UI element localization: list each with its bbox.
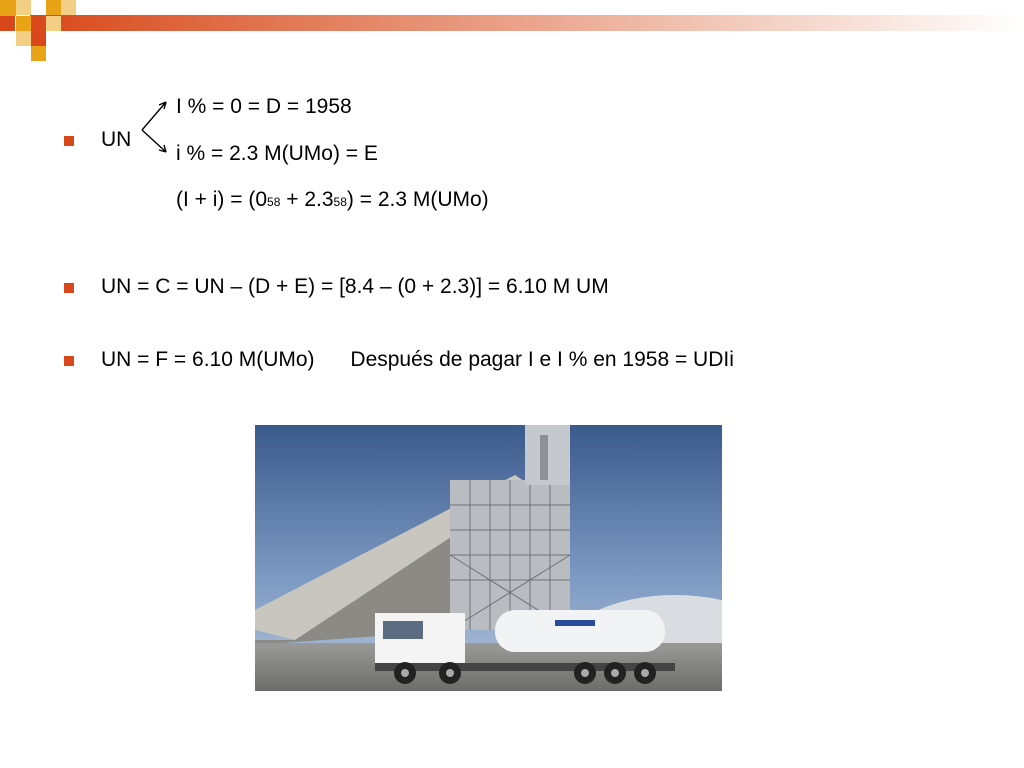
sum-sub1: 58 <box>267 195 281 209</box>
result-part2: Después de pagar I e I % en 1958 = UDIi <box>350 348 734 371</box>
rate-line: i % = 2.3 M(UMo) = E <box>176 142 378 165</box>
calc-line: UN = C = UN – (D + E) = [8.4 – (0 + 2.3)] = 6.10 M UM <box>101 275 609 298</box>
header-decoration <box>0 0 1024 62</box>
sum-suffix: ) = 2.3 M(UMo) <box>346 188 489 211</box>
result-line <box>101 347 734 373</box>
bullet-marker <box>64 283 74 293</box>
cement-plant-photo <box>255 425 722 691</box>
interest-line: I % = 0 = D = 1958 <box>176 95 352 118</box>
photo-illustration <box>255 425 722 691</box>
branch-arrows-icon <box>138 98 178 160</box>
sum-prefix: (I + i) = (0 <box>176 188 268 211</box>
bullet-marker <box>64 136 74 146</box>
sum-line <box>176 187 489 215</box>
sum-sub2: 58 <box>333 195 347 209</box>
sum-mid: + 2.3 <box>280 188 334 211</box>
un-label: UN <box>101 128 132 151</box>
bullet-marker <box>64 356 74 366</box>
result-part1: UN = F = 6.10 M(UMo) <box>101 348 315 371</box>
